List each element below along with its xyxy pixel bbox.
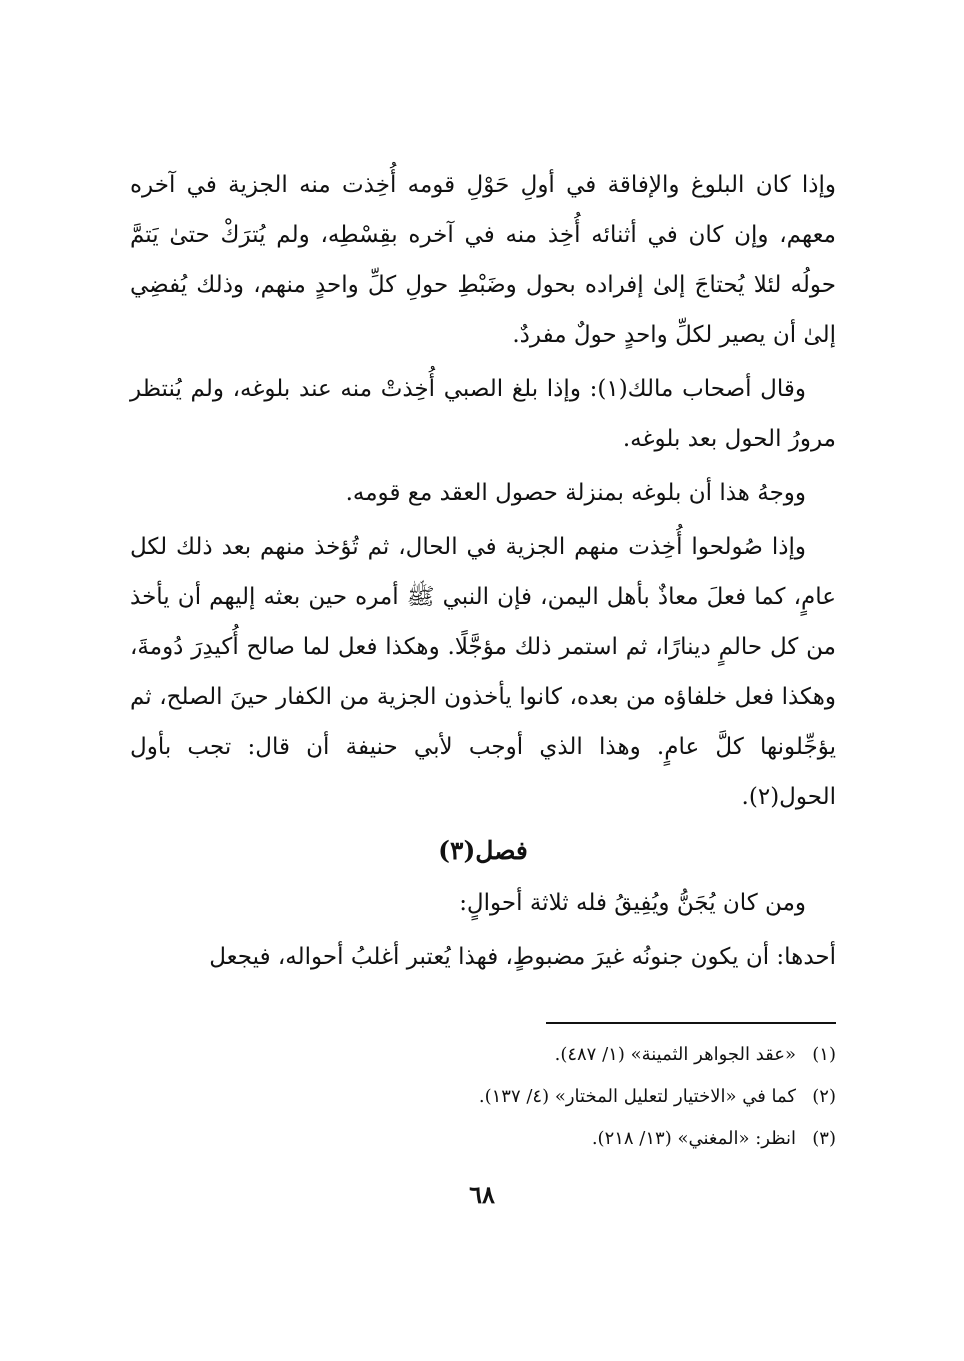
- footnote-number: (١): [812, 1044, 836, 1065]
- footnotes: [128, 1022, 836, 1160]
- section-heading: فصل(٣): [438, 836, 528, 865]
- footnote-number: (٢): [812, 1086, 836, 1107]
- footnote-text: انظر: «المغني» (١٣/ ٢١٨).: [591, 1128, 796, 1149]
- footnote-divider: [546, 1022, 836, 1024]
- paragraph-4: وإذا صُولحوا أُخِذت منهم الجزية في الحال، ثم تُؤخذ منهم بعد ذلك لكل عامٍ، كما فعلَ معاذٌ بأهل اليمن، فإن النبي ﷺ أمره حين بعثه إليهم أن يأخذ من كل حالمٍ دينارًا، ثم استمر ذلك مؤجَّلًا. وهكذا فعل لما صالح أُكيدِرَ دُومةَ، وهكذا فعل خلفاؤه من بعده، كانوا يأخذون الجزية من الكفار حينَ الصلح، ثم يؤجِّلونها كلَّ عامٍ. وهذا الذي أوجب لأبي حنيفة أن قال: تجب بأول الحول(٢).: [130, 534, 836, 810]
- footnote-3: [128, 1118, 836, 1160]
- footnote-text: «عقد الجواهر الثمينة» (١/ ٤٨٧).: [554, 1044, 796, 1065]
- footnote-2: [128, 1076, 836, 1118]
- paragraph-1: وإذا كان البلوغ والإفاقة في أولِ حَوْلِ قومه أُخِذت منه الجزية في آخره معهم، وإن كان في أثنائه أُخِذ منه في آخره بقِسْطِه، ولم يُترَكْ حتىٰ يَتمَّ حولُه لئلا يُحتاجَ إلىٰ إفراده بحول وضَبْطِ حولِ كلِّ واحدٍ منهم، وذلك يُفضِي إلىٰ أن يصير لكلِّ واحدٍ حولٌ مفردٌ.: [130, 172, 836, 348]
- footnote-1: [128, 1034, 836, 1076]
- page-body: [130, 160, 836, 986]
- page-number: ٦٨: [469, 1180, 495, 1209]
- section-paragraph-1: ومن كان يُجَنُّ ويُفِيقُ فله ثلاثة أحوالٍ:: [459, 890, 806, 916]
- footnote-number: (٣): [812, 1128, 836, 1149]
- section-paragraph-2: أحدها: أن يكون جنونُه غيرَ مضبوطٍ، فهذا يُعتبر أغلبُ أحواله، فيجعل: [209, 944, 836, 970]
- paragraph-3: ووجهُ هذا أن بلوغه بمنزلة حصول العقد مع قومه.: [345, 480, 806, 506]
- paragraph-2: وقال أصحاب مالك(١): وإذا بلغ الصبي أُخِذتْ منه عند بلوغه، ولم يُنتظر مرورُ الحول بعد بلوغه.: [130, 376, 836, 452]
- footnote-text: كما في «الاختيار لتعليل المختار» (٤/ ١٣٧).: [478, 1086, 796, 1107]
